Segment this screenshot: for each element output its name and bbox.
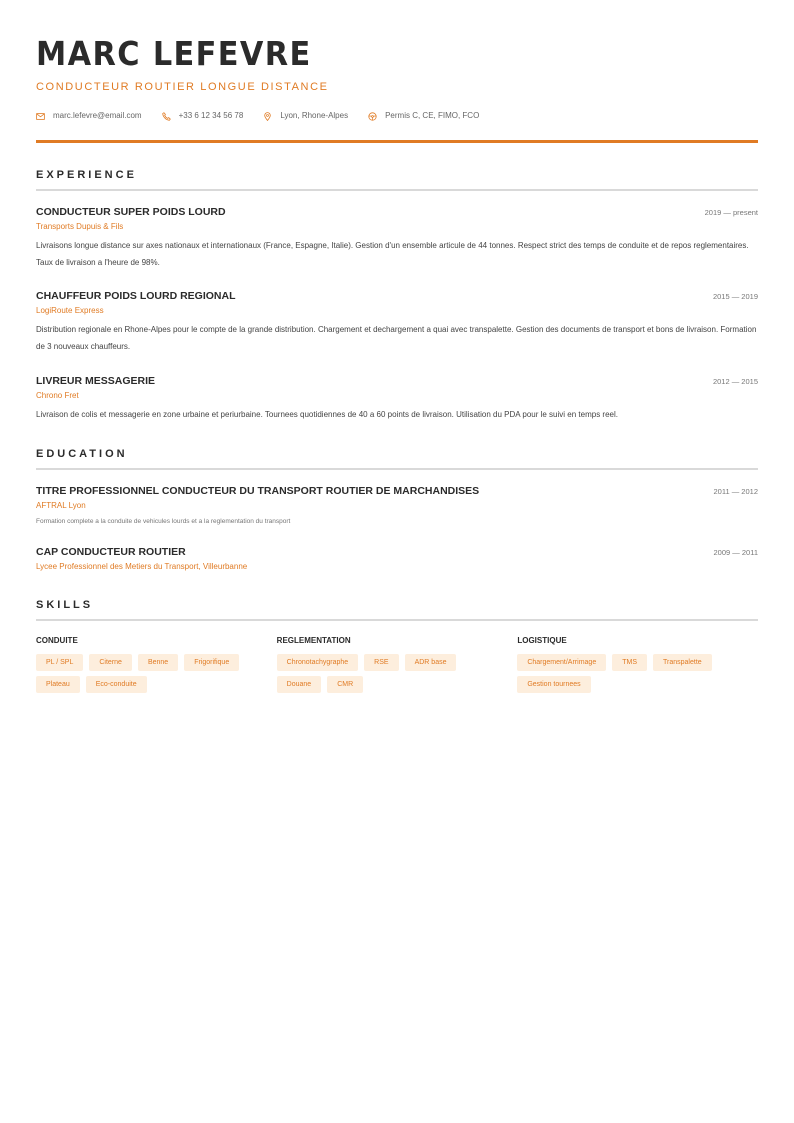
skill-tag: Transpalette bbox=[653, 654, 712, 671]
skill-tag: PL / SPL bbox=[36, 654, 83, 671]
experience-title: CHAUFFEUR POIDS LOURD REGIONAL bbox=[36, 290, 236, 302]
education-school: AFTRAL Lyon bbox=[36, 501, 86, 510]
experience-date: 2015 — 2019 bbox=[712, 292, 758, 301]
skill-tag: ADR base bbox=[405, 654, 457, 671]
contact-location-text: Lyon, Rhone-Alpes bbox=[280, 111, 349, 120]
skill-tags bbox=[517, 654, 752, 698]
experience-entry bbox=[36, 289, 758, 355]
contact-email[interactable] bbox=[36, 110, 142, 122]
mail-icon bbox=[36, 112, 45, 121]
skill-tag: Citerne bbox=[89, 654, 132, 671]
contact-bar bbox=[36, 110, 499, 122]
skill-tag: Plateau bbox=[36, 676, 80, 693]
education-title: TITRE PROFESSIONNEL CONDUCTEUR DU TRANSPORT ROUTIER DE MARCHANDISES bbox=[36, 485, 480, 497]
location-pin-icon bbox=[263, 112, 272, 121]
contact-phone-text: +33 6 12 34 56 78 bbox=[178, 111, 244, 120]
education-heading: EDUCATION bbox=[36, 448, 128, 460]
skill-tag: Chronotachygraphe bbox=[277, 654, 359, 671]
header-divider bbox=[36, 140, 758, 143]
skill-tag: Benne bbox=[138, 654, 178, 671]
skill-group-title: LOGISTIQUE bbox=[517, 636, 567, 645]
candidate-name: MARC LEFEVRE bbox=[36, 34, 312, 73]
skill-group-conduite bbox=[36, 635, 277, 698]
experience-description: Livraisons longue distance sur axes nationaux et internationaux (France, Espagne, Italie). Gestion d'un ensemble articule de 44 tonnes. Respect strict des temps de conduite et de repos reglementaires. Taux de livraison a l'heure de 98%. bbox=[36, 241, 749, 267]
experience-company: Chrono Fret bbox=[36, 391, 79, 400]
experience-divider bbox=[36, 189, 758, 191]
education-school: Lycee Professionnel des Metiers du Transport, Villeurbanne bbox=[36, 562, 248, 571]
education-title: CAP CONDUCTEUR ROUTIER bbox=[36, 546, 186, 558]
skill-tag: Gestion tournees bbox=[517, 676, 590, 693]
education-note: Formation complete a la conduite de vehicules lourds et a la reglementation du transport bbox=[36, 518, 291, 525]
experience-company: LogiRoute Express bbox=[36, 306, 104, 315]
skill-tag: Eco-conduite bbox=[86, 676, 147, 693]
skills-grid bbox=[36, 635, 758, 698]
contact-phone[interactable] bbox=[162, 110, 244, 122]
experience-date: 2012 — 2015 bbox=[712, 377, 758, 386]
contact-email-text: marc.lefevre@email.com bbox=[53, 111, 142, 120]
skills-heading: SKILLS bbox=[36, 599, 94, 611]
skill-group-reglementation bbox=[277, 635, 518, 698]
experience-entry bbox=[36, 374, 758, 424]
experience-entry bbox=[36, 205, 758, 271]
skill-tags bbox=[36, 654, 271, 698]
education-entry bbox=[36, 484, 758, 527]
education-date: 2011 — 2012 bbox=[713, 487, 758, 496]
skill-tag: RSE bbox=[364, 654, 398, 671]
education-divider bbox=[36, 468, 758, 470]
phone-icon bbox=[162, 112, 171, 121]
skill-group-title: REGLEMENTATION bbox=[276, 636, 351, 645]
skill-tag: CMR bbox=[327, 676, 363, 693]
experience-description: Livraison de colis et messagerie en zone urbaine et periurbaine. Tournees quotidiennes de 40 a 60 points de livraison. Utilisation du PDA pour le suivi en temps reel. bbox=[36, 410, 618, 419]
skill-tag: Douane bbox=[277, 676, 322, 693]
job-title: CONDUCTEUR ROUTIER LONGUE DISTANCE bbox=[36, 81, 329, 93]
experience-company: Transports Dupuis & Fils bbox=[36, 222, 124, 231]
experience-heading: EXPERIENCE bbox=[36, 169, 137, 181]
experience-title: CONDUCTEUR SUPER POIDS LOURD bbox=[36, 206, 226, 218]
skills-divider bbox=[36, 619, 758, 621]
skill-group-title: CONDUITE bbox=[36, 636, 78, 645]
skill-tag: Frigorifique bbox=[184, 654, 239, 671]
skill-tag: Chargement/Arrimage bbox=[517, 654, 606, 671]
experience-title: LIVREUR MESSAGERIE bbox=[36, 375, 156, 387]
skill-tags bbox=[277, 654, 512, 698]
contact-location bbox=[263, 110, 348, 122]
skill-tag: TMS bbox=[612, 654, 647, 671]
contact-licenses-text: Permis C, CE, FIMO, FCO bbox=[385, 111, 480, 120]
education-date: 2009 — 2011 bbox=[713, 548, 758, 557]
contact-licenses bbox=[368, 110, 479, 122]
steering-wheel-icon bbox=[368, 112, 377, 121]
skill-group-logistique bbox=[517, 635, 758, 698]
experience-description: Distribution regionale en Rhone-Alpes pour le compte de la grande distribution. Chargement et dechargement a quai avec transpalette. Gestion des documents de transport et bons de livraison. Formation de 3 nouveaux chauffeurs. bbox=[36, 325, 757, 351]
education-entry bbox=[36, 545, 758, 573]
experience-date: 2019 — present bbox=[704, 208, 758, 217]
